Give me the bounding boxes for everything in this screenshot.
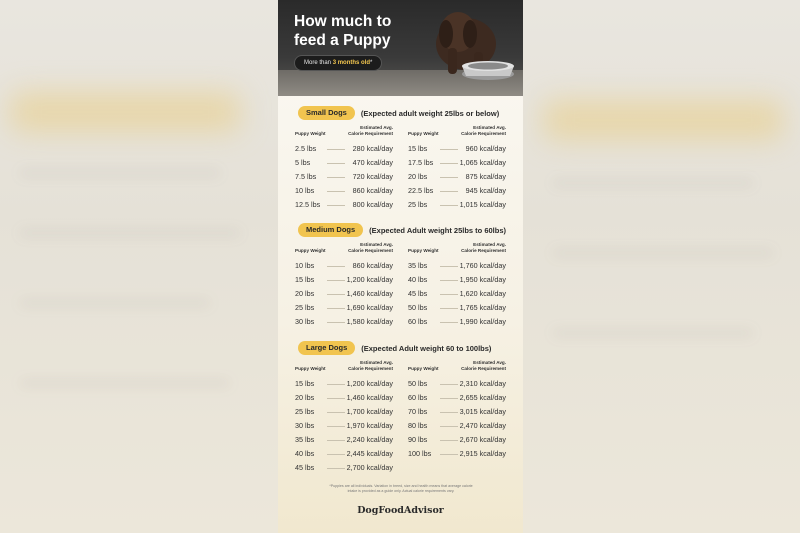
- table-row: [295, 186, 393, 196]
- table-row: [295, 463, 393, 473]
- row-divider-dash: [327, 205, 345, 206]
- column-header-weight: Puppy Weight: [295, 248, 326, 253]
- table-row: [408, 158, 506, 168]
- table-row: [408, 172, 506, 182]
- puppy-weight-cell: 17.5 lbs: [408, 158, 434, 167]
- blurred-line: [553, 250, 773, 256]
- puppy-weight-cell: 25 lbs: [408, 200, 428, 209]
- puppy-weight-cell: 15 lbs: [295, 275, 315, 284]
- column-header-calories-line2: Calorie Requirement: [461, 130, 506, 136]
- calorie-cell: 1,460 kcal/day: [346, 289, 393, 298]
- table-row: [295, 317, 393, 327]
- calorie-cell: 1,200 kcal/day: [346, 275, 393, 284]
- column-header-calories-line1: Estimated Avg.: [473, 125, 506, 130]
- calorie-cell: 2,240 kcal/day: [346, 435, 393, 444]
- puppy-weight-cell: 20 lbs: [295, 289, 315, 298]
- row-divider-dash: [327, 177, 345, 178]
- age-note-highlight: 3 months old: [332, 60, 371, 66]
- column-header-calories-line2: Calorie Requirement: [348, 365, 393, 371]
- calorie-cell: 960 kcal/day: [465, 144, 506, 153]
- section-subtitle: (Expected Adult weight 25lbs to 60lbs): [369, 225, 506, 235]
- table-row: [408, 261, 506, 271]
- calorie-cell: 1,760 kcal/day: [459, 261, 506, 270]
- row-divider-dash: [440, 191, 458, 192]
- blurred-band: [10, 92, 240, 132]
- table-row: [408, 449, 506, 459]
- puppy-weight-cell: 50 lbs: [408, 379, 428, 388]
- puppy-weight-cell: 10 lbs: [295, 186, 315, 195]
- table-row: [295, 435, 393, 445]
- blurred-line: [553, 180, 753, 186]
- puppy-weight-cell: 90 lbs: [408, 435, 428, 444]
- row-divider-dash: [327, 454, 345, 455]
- table-row: [295, 200, 393, 210]
- column-header-weight: Puppy Weight: [408, 366, 439, 371]
- row-divider-dash: [327, 440, 345, 441]
- row-divider-dash: [440, 454, 458, 455]
- calorie-cell: 1,765 kcal/day: [459, 303, 506, 312]
- row-divider-dash: [327, 280, 345, 281]
- calorie-cell: 2,310 kcal/day: [459, 379, 506, 388]
- puppy-weight-cell: 25 lbs: [295, 407, 315, 416]
- table-row: [408, 303, 506, 313]
- table-row: [408, 435, 506, 445]
- puppy-eating-illustration: [418, 4, 518, 82]
- page-title: How much to feed a Puppy: [294, 13, 392, 49]
- row-divider-dash: [327, 468, 345, 469]
- table-row: [408, 186, 506, 196]
- row-divider-dash: [440, 308, 458, 309]
- blurred-background-right: [523, 0, 800, 533]
- table-row: [408, 421, 506, 431]
- column-header-weight: Puppy Weight: [408, 248, 439, 253]
- column-header-weight: Puppy Weight: [295, 131, 326, 136]
- column-header-calories-line1: Estimated Avg.: [360, 360, 393, 365]
- row-divider-dash: [440, 426, 458, 427]
- table-row: [295, 275, 393, 285]
- section-header: [298, 223, 506, 237]
- column-header-calories-line2: Calorie Requirement: [348, 247, 393, 253]
- table-row: [408, 289, 506, 299]
- row-divider-dash: [327, 412, 345, 413]
- puppy-weight-cell: 20 lbs: [295, 393, 315, 402]
- row-divider-dash: [440, 440, 458, 441]
- section-header: [298, 341, 491, 355]
- puppy-weight-cell: 45 lbs: [295, 463, 315, 472]
- row-divider-dash: [327, 191, 345, 192]
- calorie-cell: 875 kcal/day: [465, 172, 506, 181]
- puppy-weight-cell: 5 lbs: [295, 158, 311, 167]
- row-divider-dash: [327, 163, 345, 164]
- table-row: [408, 379, 506, 389]
- blurred-line: [20, 230, 240, 236]
- section-badge: Medium Dogs: [298, 223, 363, 237]
- section-subtitle: (Expected adult weight 25lbs or below): [360, 108, 500, 118]
- column-header-calories-line2: Calorie Requirement: [461, 365, 506, 371]
- puppy-weight-cell: 35 lbs: [408, 261, 428, 270]
- row-divider-dash: [327, 426, 345, 427]
- calorie-cell: 2,670 kcal/day: [459, 435, 506, 444]
- row-divider-dash: [440, 412, 458, 413]
- row-divider-dash: [440, 322, 458, 323]
- row-divider-dash: [440, 163, 458, 164]
- puppy-weight-cell: 35 lbs: [295, 435, 315, 444]
- table-row: [408, 144, 506, 154]
- row-divider-dash: [440, 294, 458, 295]
- row-divider-dash: [327, 322, 345, 323]
- column-header-calories-line2: Calorie Requirement: [461, 247, 506, 253]
- calorie-cell: 1,970 kcal/day: [346, 421, 393, 430]
- row-divider-dash: [327, 398, 345, 399]
- puppy-weight-cell: 60 lbs: [408, 393, 428, 402]
- table-row: [295, 421, 393, 431]
- column-header-calories: [295, 125, 393, 136]
- table-row: [408, 407, 506, 417]
- table-row: [295, 144, 393, 154]
- puppy-weight-cell: 22.5 lbs: [408, 186, 434, 195]
- column-header-calories-line1: Estimated Avg.: [473, 360, 506, 365]
- puppy-weight-cell: 25 lbs: [295, 303, 315, 312]
- calorie-cell: 1,990 kcal/day: [459, 317, 506, 326]
- row-divider-dash: [327, 266, 345, 267]
- puppy-weight-cell: 30 lbs: [295, 317, 315, 326]
- puppy-weight-cell: 10 lbs: [295, 261, 315, 270]
- column-header-calories-line1: Estimated Avg.: [473, 242, 506, 247]
- puppy-weight-cell: 40 lbs: [295, 449, 315, 458]
- puppy-weight-cell: 20 lbs: [408, 172, 428, 181]
- row-divider-dash: [440, 149, 458, 150]
- age-note-suffix: *: [370, 60, 373, 66]
- puppy-weight-cell: 2.5 lbs: [295, 144, 317, 153]
- row-divider-dash: [327, 294, 345, 295]
- calorie-cell: 1,015 kcal/day: [459, 200, 506, 209]
- calorie-cell: 2,445 kcal/day: [346, 449, 393, 458]
- calorie-cell: 2,915 kcal/day: [459, 449, 506, 458]
- calorie-cell: 470 kcal/day: [352, 158, 393, 167]
- blurred-line: [20, 300, 210, 306]
- calorie-cell: 1,620 kcal/day: [459, 289, 506, 298]
- calorie-cell: 1,200 kcal/day: [346, 379, 393, 388]
- table-row: [295, 393, 393, 403]
- blurred-line: [20, 380, 230, 386]
- calorie-cell: 1,690 kcal/day: [346, 303, 393, 312]
- brand-logo-part1: DogFood: [357, 505, 404, 516]
- calorie-cell: 2,700 kcal/day: [346, 463, 393, 472]
- table-row: [295, 172, 393, 182]
- column-header-calories: [408, 125, 506, 136]
- column-header-calories-line2: Calorie Requirement: [348, 130, 393, 136]
- row-divider-dash: [440, 398, 458, 399]
- column-header-calories: [408, 242, 506, 253]
- table-row: [408, 200, 506, 210]
- puppy-weight-cell: 12.5 lbs: [295, 200, 321, 209]
- row-divider-dash: [440, 280, 458, 281]
- age-note-prefix: More than: [304, 60, 333, 66]
- puppy-weight-cell: 7.5 lbs: [295, 172, 317, 181]
- puppy-weight-cell: 30 lbs: [295, 421, 315, 430]
- calorie-cell: 1,580 kcal/day: [346, 317, 393, 326]
- row-divider-dash: [327, 149, 345, 150]
- calorie-cell: 800 kcal/day: [352, 200, 393, 209]
- table-row: [295, 379, 393, 389]
- calorie-cell: 2,470 kcal/day: [459, 421, 506, 430]
- calorie-cell: 1,460 kcal/day: [346, 393, 393, 402]
- blurred-line: [553, 330, 753, 336]
- puppy-weight-cell: 15 lbs: [408, 144, 428, 153]
- blurred-band: [543, 100, 783, 140]
- column-header-calories-line1: Estimated Avg.: [360, 125, 393, 130]
- column-header-weight: Puppy Weight: [408, 131, 439, 136]
- blurred-line: [20, 170, 220, 176]
- column-header-weight: Puppy Weight: [295, 366, 326, 371]
- calorie-cell: 280 kcal/day: [352, 144, 393, 153]
- calorie-cell: 1,065 kcal/day: [459, 158, 506, 167]
- puppy-weight-cell: 45 lbs: [408, 289, 428, 298]
- row-divider-dash: [440, 266, 458, 267]
- row-divider-dash: [440, 205, 458, 206]
- puppy-weight-cell: 100 lbs: [408, 449, 432, 458]
- row-divider-dash: [327, 384, 345, 385]
- column-header-calories: [295, 360, 393, 371]
- calorie-cell: 860 kcal/day: [352, 186, 393, 195]
- calorie-cell: 860 kcal/day: [352, 261, 393, 270]
- footnote: *Puppies are all individuals. Variation in breed, size and health means that average calorie intake is provided as a guide only. Actual calorie requirements vary.: [329, 484, 473, 493]
- column-header-calories: [295, 242, 393, 253]
- table-row: [408, 393, 506, 403]
- calorie-cell: 1,950 kcal/day: [459, 275, 506, 284]
- section-badge: Small Dogs: [298, 106, 355, 120]
- infographic-card: [278, 0, 523, 533]
- table-row: [408, 317, 506, 327]
- blurred-background-left: [0, 0, 278, 533]
- calorie-cell: 720 kcal/day: [352, 172, 393, 181]
- puppy-weight-cell: 80 lbs: [408, 421, 428, 430]
- row-divider-dash: [440, 177, 458, 178]
- column-header-calories: [408, 360, 506, 371]
- table-row: [295, 303, 393, 313]
- calorie-cell: 945 kcal/day: [465, 186, 506, 195]
- table-row: [295, 158, 393, 168]
- calorie-cell: 1,700 kcal/day: [346, 407, 393, 416]
- column-header-calories-line1: Estimated Avg.: [360, 242, 393, 247]
- section-header: [298, 106, 499, 120]
- calorie-cell: 2,655 kcal/day: [459, 393, 506, 402]
- puppy-weight-cell: 15 lbs: [295, 379, 315, 388]
- row-divider-dash: [327, 308, 345, 309]
- row-divider-dash: [440, 384, 458, 385]
- section-subtitle: (Expected Adult weight 60 to 100lbs): [361, 343, 492, 353]
- puppy-weight-cell: 40 lbs: [408, 275, 428, 284]
- section-badge: Large Dogs: [298, 341, 355, 355]
- calorie-cell: 3,015 kcal/day: [459, 407, 506, 416]
- table-row: [295, 449, 393, 459]
- table-row: [295, 407, 393, 417]
- table-row: [295, 261, 393, 271]
- table-row: [295, 289, 393, 299]
- age-note-pill: [294, 55, 382, 71]
- puppy-weight-cell: 60 lbs: [408, 317, 428, 326]
- puppy-weight-cell: 70 lbs: [408, 407, 428, 416]
- brand-logo-part2: Advisor: [403, 505, 444, 516]
- puppy-weight-cell: 50 lbs: [408, 303, 428, 312]
- table-row: [408, 275, 506, 285]
- brand-logo: [278, 505, 523, 516]
